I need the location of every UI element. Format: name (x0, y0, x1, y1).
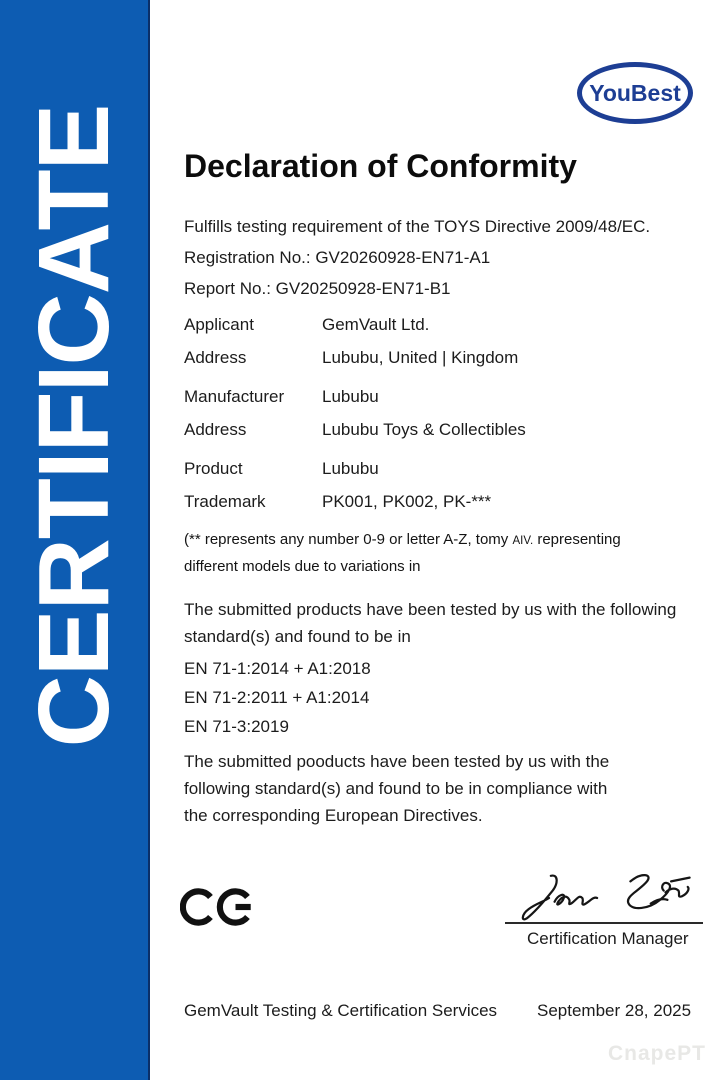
paragraph-line: standard(s) and found to be in (184, 627, 411, 646)
youbest-logo-text: YouBest (589, 79, 681, 106)
field-label: Applicant (184, 315, 254, 334)
report-number: Report No.: GV20250928-EN71-B1 (184, 279, 451, 298)
field-value: Lububu (322, 387, 379, 406)
field-label: Manufacturer (184, 387, 285, 406)
field-row-product (184, 452, 526, 485)
standard-item: EN 71-1:2014 + A1:2018 (184, 659, 371, 678)
footer-date: September 28, 2025 (537, 1001, 692, 1020)
watermark-text: CnapePT (608, 1042, 707, 1065)
standard-item: EN 71-2:2011 + A1:2014 (184, 688, 370, 707)
tested-paragraph-2 (184, 748, 609, 829)
field-value: GemVault Ltd. (322, 315, 430, 334)
standard-item: EN 71-3:2019 (184, 717, 289, 736)
banner-vertical-title: CERTIFICATE (18, 104, 130, 748)
footer-company-name: GemVault Testing & Certification Services (184, 1001, 498, 1020)
note-text: (** represents any number 0-9 or letter A-Z, tomy (184, 531, 513, 548)
field-value: PK001, PK002, PK-*** (322, 492, 492, 511)
trademark-note-line2: different models due to variations in (184, 558, 421, 575)
signature-role: Certification Manager (527, 929, 689, 948)
certificate-banner (0, 0, 150, 1080)
field-value: Lububu (322, 459, 379, 478)
ce-mark-icon (180, 884, 254, 935)
field-row-manufacturer-address (184, 413, 526, 446)
field-label: Address (184, 420, 247, 439)
field-label: Trademark (184, 492, 266, 511)
paragraph-line: the corresponding European Directives. (184, 806, 483, 825)
paragraph-line: The submitted pooducts have been tested by us with the (184, 752, 610, 771)
registration-number: Registration No.: GV20260928-EN71-A1 (184, 248, 491, 267)
note-text: representing (533, 531, 621, 548)
page-title: Declaration of Conformity (184, 148, 577, 184)
field-value: Lububu, United | Kingdom (322, 348, 519, 367)
note-text-small: AIV. (512, 535, 534, 547)
trademark-note-line1 (184, 527, 621, 554)
field-value: Lububu Toys & Collectibles (322, 420, 526, 439)
signature-underline (505, 922, 703, 924)
signature-icon (512, 872, 697, 929)
field-label: Product (184, 459, 243, 478)
intro-block (184, 211, 650, 304)
tested-paragraph-1 (184, 596, 676, 650)
fields-block (184, 308, 526, 518)
field-row-trademark (184, 485, 526, 518)
trademark-note (184, 527, 621, 579)
standards-list (184, 654, 371, 741)
paragraph-line: following standard(s) and found to be in compliance with (184, 779, 608, 798)
field-row-manufacturer (184, 380, 526, 413)
paragraph-line: The submitted products have been tested by us with the following (184, 600, 677, 619)
field-row-applicant-address (184, 341, 526, 374)
youbest-logo (577, 62, 693, 124)
directive-line: Fulfills testing requirement of the TOYS Directive 2009/48/EC. (184, 217, 651, 236)
field-label: Address (184, 348, 247, 367)
field-row-applicant (184, 308, 526, 341)
